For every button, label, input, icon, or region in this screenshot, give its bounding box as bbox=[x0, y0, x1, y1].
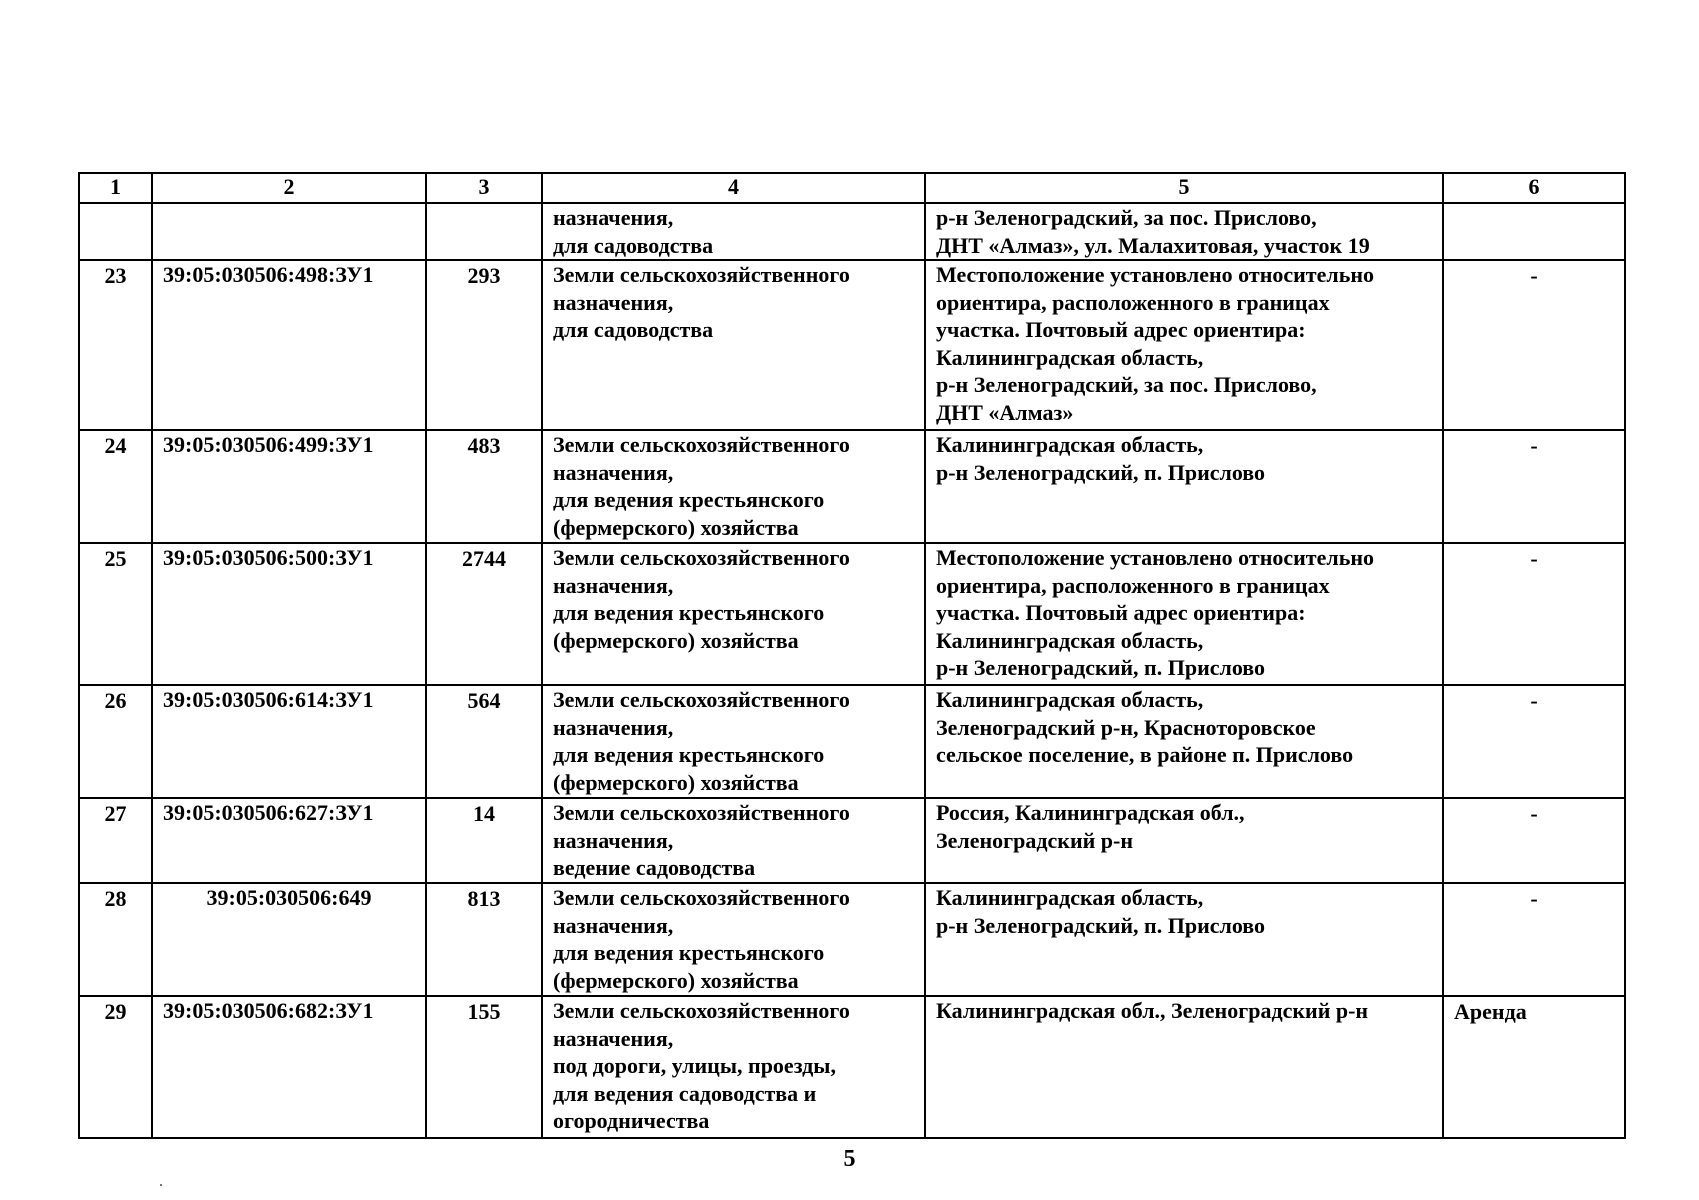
header-cell: 3 bbox=[426, 173, 542, 203]
area-cell bbox=[426, 203, 542, 260]
location-cell: Калининградская обл., Зеленоградский р-н bbox=[925, 996, 1443, 1138]
area-cell: 293 bbox=[426, 260, 542, 430]
note-cell: Аренда bbox=[1443, 996, 1625, 1138]
land-category-cell: Земли сельскохозяйственного назначения, для ведения крестьянского (фермерского) хозяйства bbox=[542, 430, 925, 543]
note-cell: - bbox=[1443, 430, 1625, 543]
table-row bbox=[79, 685, 1625, 798]
location-cell: Калининградская область, р-н Зеленоградский, п. Прислово bbox=[925, 430, 1443, 543]
land-category-cell: Земли сельскохозяйственного назначения, для ведения крестьянского (фермерского) хозяйства bbox=[542, 543, 925, 685]
row-number-cell: 27 bbox=[79, 798, 152, 883]
note-cell: - bbox=[1443, 685, 1625, 798]
area-cell: 2744 bbox=[426, 543, 542, 685]
table-row bbox=[79, 883, 1625, 996]
area-cell: 564 bbox=[426, 685, 542, 798]
area-cell: 813 bbox=[426, 883, 542, 996]
document-sheet bbox=[78, 172, 1624, 1139]
land-category-cell: назначения, для садоводства bbox=[542, 203, 925, 260]
header-cell: 4 bbox=[542, 173, 925, 203]
header-cell: 5 bbox=[925, 173, 1443, 203]
land-category-cell: Земли сельскохозяйственного назначения, для ведения крестьянского (фермерского) хозяйства bbox=[542, 883, 925, 996]
land-plots-table bbox=[78, 172, 1626, 1139]
page-number: 5 bbox=[843, 1146, 856, 1172]
header-cell: 6 bbox=[1443, 173, 1625, 203]
location-cell: Калининградская область, р-н Зеленоградский, п. Прислово bbox=[925, 883, 1443, 996]
location-cell: Местоположение установлено относительно ориентира, расположенного в границах участка. Почтовый адрес ориентира: Калининградская область, р-н Зеленоградский, п. Прислово bbox=[925, 543, 1443, 685]
row-number-cell: 28 bbox=[79, 883, 152, 996]
cadastral-number-cell: 39:05:030506:649 bbox=[152, 883, 426, 996]
cadastral-number-cell: 39:05:030506:627:ЗУ1 bbox=[152, 798, 426, 883]
location-cell: р-н Зеленоградский, за пос. Прислово, ДНТ «Алмаз», ул. Малахитовая, участок 19 bbox=[925, 203, 1443, 260]
location-cell: Россия, Калининградская обл., Зеленоградский р-н bbox=[925, 798, 1443, 883]
table-row bbox=[79, 203, 1625, 260]
cadastral-number-cell: 39:05:030506:498:ЗУ1 bbox=[152, 260, 426, 430]
cadastral-number-cell bbox=[152, 203, 426, 260]
header-cell: 1 bbox=[79, 173, 152, 203]
header-cell: 2 bbox=[152, 173, 426, 203]
row-number-cell: 26 bbox=[79, 685, 152, 798]
location-cell: Местоположение установлено относительно ориентира, расположенного в границах участка. Почтовый адрес ориентира: Калининградская область, р-н Зеленоградский, за пос. Прислово, ДНТ «Алмаз» bbox=[925, 260, 1443, 430]
table-header-row bbox=[79, 173, 1625, 203]
note-cell: - bbox=[1443, 543, 1625, 685]
land-category-cell: Земли сельскохозяйственного назначения, для ведения крестьянского (фермерского) хозяйства bbox=[542, 685, 925, 798]
cadastral-number-cell: 39:05:030506:682:ЗУ1 bbox=[152, 996, 426, 1138]
table-row bbox=[79, 798, 1625, 883]
note-cell: - bbox=[1443, 260, 1625, 430]
location-cell: Калининградская область, Зеленоградский р-н, Красноторовское сельское поселение, в районе п. Прислово bbox=[925, 685, 1443, 798]
table-row bbox=[79, 543, 1625, 685]
table-row bbox=[79, 996, 1625, 1138]
cadastral-number-cell: 39:05:030506:499:ЗУ1 bbox=[152, 430, 426, 543]
table-row bbox=[79, 430, 1625, 543]
row-number-cell: 25 bbox=[79, 543, 152, 685]
row-number-cell: 29 bbox=[79, 996, 152, 1138]
note-cell bbox=[1443, 203, 1625, 260]
row-number-cell: 24 bbox=[79, 430, 152, 543]
land-category-cell: Земли сельскохозяйственного назначения, под дороги, улицы, проезды, для ведения садоводства и огородничества bbox=[542, 996, 925, 1138]
cadastral-number-cell: 39:05:030506:614:ЗУ1 bbox=[152, 685, 426, 798]
cadastral-number-cell: 39:05:030506:500:ЗУ1 bbox=[152, 543, 426, 685]
area-cell: 483 bbox=[426, 430, 542, 543]
table-row bbox=[79, 260, 1625, 430]
row-number-cell: 23 bbox=[79, 260, 152, 430]
area-cell: 155 bbox=[426, 996, 542, 1138]
row-number-cell bbox=[79, 203, 152, 260]
area-cell: 14 bbox=[426, 798, 542, 883]
note-cell: - bbox=[1443, 883, 1625, 996]
note-cell: - bbox=[1443, 798, 1625, 883]
land-category-cell: Земли сельскохозяйственного назначения, для садоводства bbox=[542, 260, 925, 430]
land-category-cell: Земли сельскохозяйственного назначения, ведение садоводства bbox=[542, 798, 925, 883]
scan-speck bbox=[160, 1184, 162, 1186]
